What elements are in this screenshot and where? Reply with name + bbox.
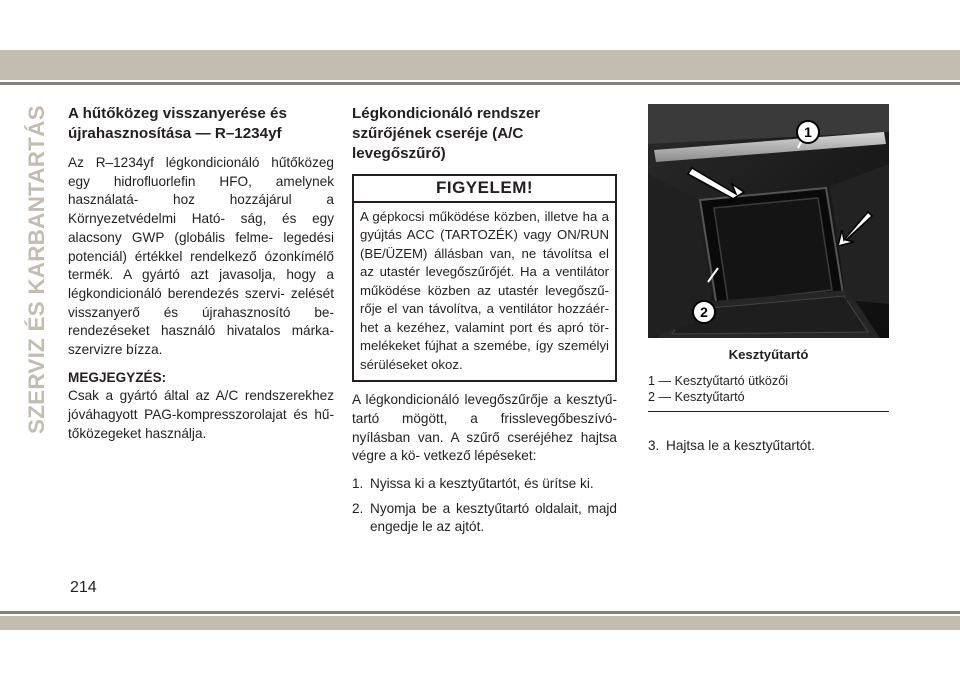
note-title: MEGJEGYZÉS: (68, 369, 167, 385)
callout-2-label: 2 (700, 304, 708, 320)
step-text: Nyomja be a kesztyűtartó oldalait, majd engedje le az ajtót. (370, 500, 617, 535)
paragraph-filter-location: A légkondicionáló levegőszűrője a kesztyű- tartó mögött, a frisslevegőbeszívó-nyílásban van. A szűrő cseréjéhez hajtsa végre a kö- vetkező lépéseket: (352, 392, 617, 464)
column-ac-filter (352, 104, 617, 543)
heading-refrigerant: A hűtőközeg visszanyerése és újrahasznosítása — R–1234yf (68, 105, 287, 142)
legend-item: 1 — Kesztyűtartó ütközői (648, 373, 788, 388)
steps-list-continued (648, 437, 889, 456)
list-item (352, 500, 617, 537)
figure-legend (648, 373, 889, 412)
list-item (352, 475, 617, 494)
warning-text: A gépkocsi működése közben, illetve ha a gyújtás ACC (TARTOZÉK) vagy ON/RUN (BE/ÜZEM) állásban van, ne távolítsa el az utastér levegőszűrőjét. Ha a ventilátor működése közben az utastér levegőszű- rője el van távolítva, a ventilátor hozzáér- het a kezéhez, valamint port és apró tör- melékeket fújhat a szemébe, így személyi sérüléseket okoz. (360, 208, 609, 372)
column-refrigerant (68, 104, 334, 453)
step-text: Hajtsa le a kesztyűtartót. (666, 437, 815, 453)
steps-list (352, 475, 617, 537)
footer-band (0, 616, 960, 630)
column-glovebox (648, 104, 889, 461)
list-item (648, 437, 889, 456)
warning-title: FIGYELEM! (354, 176, 615, 203)
step-number: 1. (352, 476, 364, 492)
glovebox-illustration (648, 104, 889, 338)
legend-item: 2 — Kesztyűtartó (648, 389, 745, 404)
header-band (0, 50, 960, 80)
footer-rule (0, 611, 960, 614)
paragraph-refrigerant: Az R–1234yf légkondicionáló hűtőközeg egy hidrofluorlefin HFO, amelynek használatá- hoz hozzájárul a Környezetvédelmi Ható- ság, és egy alacsony GWP (globális felme- legedési potenciál) értékkel rendelkező ózonkímélő termék. A gyártó azt javasolja, hogy a légkondicionáló berendezés szervi- zelését visszanyerő és újrahasznosító be- rendezéseket használó hivatalos márka- szervizre bízza. (68, 155, 334, 358)
page-number: 214 (70, 579, 97, 596)
heading-ac-filter: Légkondicionáló rendszer szűrőjének cseréje (A/C levegőszűrő) (352, 105, 541, 162)
step-number: 3. (648, 437, 660, 453)
header-rule (0, 82, 960, 85)
glovebox-photo (648, 104, 889, 338)
note-text: Csak a gyártó által az A/C rendszerekhez jóváhagyott PAG-kompresszorolajat és hű- tőközegeket használja. (68, 388, 334, 441)
figure-caption: Kesztyűtartó (728, 347, 809, 362)
section-side-title: SZERVIZ ÉS KARBANTARTÁS (24, 105, 49, 434)
step-text: Nyissa ki a kesztyűtartót, és ürítse ki. (370, 476, 594, 492)
callout-1-label: 1 (804, 124, 812, 140)
step-number: 2. (352, 500, 364, 516)
warning-box (352, 174, 617, 382)
